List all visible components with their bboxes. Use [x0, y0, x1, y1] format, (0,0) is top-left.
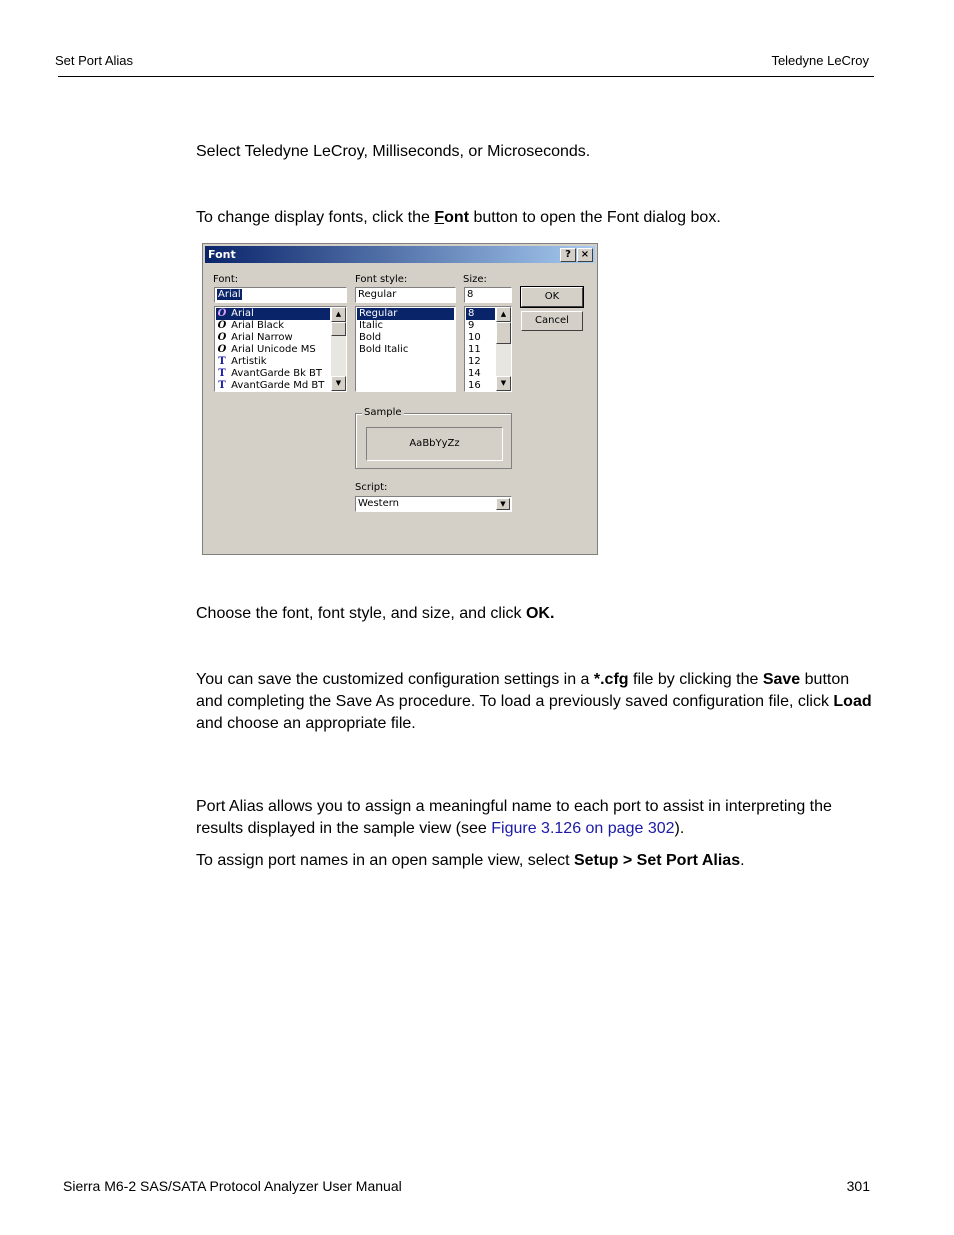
size-item[interactable]: 8 — [466, 308, 495, 320]
size-label: Size: — [463, 274, 487, 285]
text-run: button to open the Font dialog box. — [469, 209, 721, 226]
size-item[interactable]: 12 — [468, 356, 481, 367]
text-run: Choose the font, font style, and size, and click — [196, 605, 526, 622]
font-hotkey: F — [434, 209, 445, 226]
truetype-font-icon: T — [218, 380, 226, 391]
font-list-item[interactable] — [216, 320, 330, 332]
script-value: Western — [358, 498, 400, 509]
header-rule — [58, 76, 874, 77]
truetype-font-icon: T — [218, 368, 226, 379]
dialog-title: Font — [208, 248, 236, 261]
help-button[interactable]: ? — [560, 248, 576, 262]
scroll-thumb[interactable] — [331, 322, 346, 336]
font-list-item-label: AvantGarde Md BT — [228, 380, 325, 391]
scroll-up-icon[interactable]: ▲ — [496, 307, 511, 322]
font-dialog — [202, 243, 598, 555]
text-run: ). — [674, 820, 685, 837]
save-word: Save — [762, 671, 801, 688]
sample-preview: AaBbYyZz — [366, 427, 503, 461]
text-run: file by clicking the — [628, 671, 763, 688]
opentype-font-icon: O — [217, 344, 227, 355]
chevron-down-icon[interactable]: ▼ — [496, 498, 510, 510]
size-list-scrollbar[interactable] — [496, 307, 511, 391]
page-number: 301 — [846, 1178, 870, 1194]
text-run: To assign port names in an open sample view, select — [196, 852, 574, 869]
script-label: Script: — [355, 482, 388, 493]
font-list-item[interactable] — [216, 368, 330, 380]
font-style-input[interactable]: Regular — [355, 287, 456, 303]
font-label: Font: — [213, 274, 239, 285]
truetype-font-icon: T — [218, 356, 226, 367]
paragraph-port-alias — [196, 796, 876, 840]
paragraph-time-units: Select Teledyne LeCroy, Milliseconds, or Microseconds. — [196, 143, 591, 160]
sample-group — [355, 407, 512, 469]
size-input[interactable]: 8 — [464, 287, 512, 303]
font-list-item-label: Arial Black — [228, 320, 285, 331]
footer-manual-title: Sierra M6-2 SAS/SATA Protocol Analyzer User Manual — [63, 1178, 402, 1194]
font-list-item[interactable] — [216, 344, 330, 356]
scroll-down-icon[interactable]: ▼ — [496, 376, 511, 391]
figure-link[interactable]: Figure 3.126 on page 302 — [491, 820, 675, 837]
opentype-font-icon: O — [217, 308, 227, 319]
font-style-item[interactable]: Italic — [359, 320, 384, 331]
scroll-up-icon[interactable]: ▲ — [331, 307, 346, 322]
font-style-item[interactable]: Regular — [357, 308, 454, 320]
font-name-input[interactable] — [214, 287, 347, 303]
text-run: You can save the customized configuration settings in a — [196, 671, 594, 688]
font-list-item[interactable] — [216, 380, 330, 392]
scroll-down-icon[interactable]: ▼ — [331, 376, 346, 391]
font-list-item-label: Arial — [228, 308, 254, 319]
ok-word: OK. — [525, 605, 555, 622]
size-item[interactable]: 9 — [468, 320, 475, 331]
script-select[interactable] — [355, 496, 512, 512]
paragraph-choose-font — [196, 603, 876, 625]
paragraph-save-config — [196, 669, 876, 735]
font-list-item[interactable] — [216, 308, 330, 320]
scroll-thumb[interactable] — [496, 322, 511, 344]
font-listbox[interactable] — [214, 306, 347, 392]
load-word: Load — [833, 693, 872, 710]
text-run: . — [740, 852, 745, 869]
font-style-listbox[interactable] — [355, 306, 456, 392]
menu-path: Setup > Set Port Alias — [573, 852, 741, 869]
font-list-item[interactable] — [216, 356, 330, 368]
ok-button[interactable]: OK — [521, 287, 583, 307]
font-list-item-label: AvantGarde Bk BT — [228, 368, 323, 379]
size-listbox[interactable] — [464, 306, 512, 392]
paragraph-assign-names — [196, 850, 876, 872]
size-item[interactable]: 10 — [468, 332, 481, 343]
cfg-word: *.cfg — [593, 671, 629, 688]
opentype-font-icon: O — [217, 320, 227, 331]
font-list-scrollbar[interactable] — [331, 307, 346, 391]
close-button[interactable]: × — [577, 248, 593, 262]
text-run: To change display fonts, click the — [196, 209, 435, 226]
font-list-item-label: Arial Unicode MS — [228, 344, 316, 355]
page-header-right: Teledyne LeCroy — [771, 53, 869, 68]
paragraph-font-intro — [196, 207, 876, 229]
font-style-label: Font style: — [355, 274, 408, 285]
size-item[interactable]: 11 — [468, 344, 481, 355]
font-style-item[interactable]: Bold Italic — [359, 344, 409, 355]
font-list-item-label: Arial Narrow — [228, 332, 293, 343]
font-name-value: Arial — [218, 289, 241, 300]
cancel-button[interactable]: Cancel — [521, 311, 583, 331]
size-item[interactable]: 16 — [468, 380, 481, 391]
size-item[interactable]: 14 — [468, 368, 481, 379]
font-word: ont — [444, 209, 470, 226]
opentype-font-icon: O — [217, 332, 227, 343]
page-header-left: Set Port Alias — [55, 53, 134, 68]
text-run: and choose an appropriate file. — [196, 715, 416, 732]
dialog-titlebar — [205, 246, 595, 263]
font-list-item-label: Artistik — [228, 356, 267, 367]
text-run: Port Alias allows you to assign a meaningful name to each port to assist in interpreting the results displayed in the sample view (see — [196, 798, 832, 837]
text-run: button and completing the Save As procedure. To load a previously saved configuration file, click — [196, 671, 850, 710]
font-style-item[interactable]: Bold — [359, 332, 382, 343]
sample-label: Sample — [364, 407, 402, 418]
font-list-item[interactable] — [216, 332, 330, 344]
